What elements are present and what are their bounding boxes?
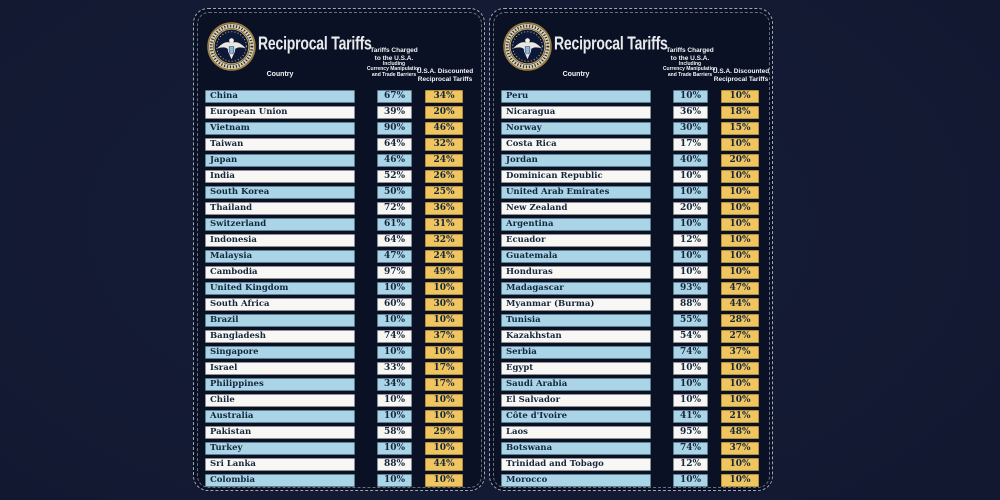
country-cell: European Union [205, 106, 355, 119]
table-row [490, 410, 772, 426]
charged-tariff-cell: 52% [377, 170, 412, 183]
discounted-tariff-cell: 18% [721, 106, 759, 119]
discounted-tariff-cell: 27% [721, 330, 759, 343]
discounted-tariff-cell: 10% [721, 170, 759, 183]
table-row [194, 186, 484, 202]
discounted-tariff-cell: 44% [425, 458, 463, 471]
charged-header-line: Tariffs Charged [370, 47, 418, 54]
charged-tariff-cell: 10% [377, 474, 412, 487]
charged-tariff-cell: 64% [377, 234, 412, 247]
table-row [194, 266, 484, 282]
country-cell: Côte d'Ivoire [501, 410, 651, 423]
table-row [194, 170, 484, 186]
charged-tariff-cell: 93% [673, 282, 708, 295]
country-cell: Turkey [205, 442, 355, 455]
country-cell: Philippines [205, 378, 355, 391]
column-header-discounted [406, 68, 484, 83]
charged-tariff-cell: 10% [673, 266, 708, 279]
discounted-tariff-cell: 10% [425, 442, 463, 455]
charged-tariff-cell: 58% [377, 426, 412, 439]
charged-tariff-cell: 88% [673, 298, 708, 311]
discounted-header-line: Reciprocal Tariffs [713, 75, 769, 83]
discounted-tariff-cell: 21% [721, 410, 759, 423]
charged-tariff-cell: 39% [377, 106, 412, 119]
country-cell: Bangladesh [205, 330, 355, 343]
discounted-tariff-cell: 10% [425, 346, 463, 359]
country-cell: Thailand [205, 202, 355, 215]
presidential-seal-icon [503, 22, 552, 71]
discounted-tariff-cell: 10% [721, 90, 759, 103]
country-cell: Tunisia [501, 314, 651, 327]
charged-tariff-cell: 10% [673, 394, 708, 407]
discounted-tariff-cell: 37% [721, 346, 759, 359]
table-row [194, 330, 484, 346]
charged-header-subline: Including [382, 61, 406, 67]
charged-tariff-cell: 33% [377, 362, 412, 375]
country-cell: Singapore [205, 346, 355, 359]
table-row [194, 202, 484, 218]
board-title: Reciprocal Tariffs [258, 32, 372, 54]
country-cell: China [205, 90, 355, 103]
charged-header-subline: Currency Manipulation [366, 66, 422, 73]
charged-tariff-cell: 10% [377, 394, 412, 407]
charged-tariff-cell: 10% [377, 314, 412, 327]
table-row [490, 266, 772, 282]
charged-tariff-cell: 12% [673, 458, 708, 471]
discounted-tariff-cell: 17% [425, 362, 463, 375]
charged-tariff-cell: 10% [673, 378, 708, 391]
table-row [194, 298, 484, 314]
discounted-tariff-cell: 47% [721, 282, 759, 295]
discounted-tariff-cell: 10% [721, 474, 759, 487]
discounted-tariff-cell: 48% [721, 426, 759, 439]
table-row [194, 346, 484, 362]
discounted-tariff-cell: 37% [425, 330, 463, 343]
charged-tariff-cell: 10% [377, 282, 412, 295]
charged-tariff-cell: 12% [673, 234, 708, 247]
discounted-tariff-cell: 49% [425, 266, 463, 279]
table-row [490, 234, 772, 250]
table-row [194, 282, 484, 298]
country-cell: Serbia [501, 346, 651, 359]
table-row [490, 138, 772, 154]
country-cell: Botswana [501, 442, 651, 455]
discounted-tariff-cell: 32% [425, 138, 463, 151]
table-row [490, 426, 772, 442]
discounted-tariff-cell: 10% [721, 234, 759, 247]
charged-tariff-cell: 47% [377, 250, 412, 263]
discounted-tariff-cell: 10% [721, 458, 759, 471]
country-cell: Norway [501, 122, 651, 135]
country-cell: South Korea [205, 186, 355, 199]
charged-tariff-cell: 17% [673, 138, 708, 151]
discounted-tariff-cell: 29% [425, 426, 463, 439]
discounted-tariff-cell: 10% [425, 474, 463, 487]
country-cell: Indonesia [205, 234, 355, 247]
board-title: Reciprocal Tariffs [554, 32, 668, 54]
table-row [194, 474, 484, 490]
discounted-tariff-cell: 10% [721, 138, 759, 151]
table-row [490, 362, 772, 378]
table-row [490, 346, 772, 362]
charged-tariff-cell: 60% [377, 298, 412, 311]
discounted-tariff-cell: 24% [425, 250, 463, 263]
country-cell: Chile [205, 394, 355, 407]
table-row [490, 474, 772, 490]
charged-tariff-cell: 10% [673, 186, 708, 199]
charged-tariff-cell: 10% [673, 250, 708, 263]
table-row [490, 154, 772, 170]
tariff-table [490, 90, 772, 492]
charged-tariff-cell: 54% [673, 330, 708, 343]
charged-tariff-cell: 95% [673, 426, 708, 439]
charged-tariff-cell: 90% [377, 122, 412, 135]
tariff-board-right [489, 8, 773, 491]
charged-tariff-cell: 74% [377, 330, 412, 343]
column-header-country: Country [266, 71, 294, 78]
country-cell: Japan [205, 154, 355, 167]
country-cell: South Africa [205, 298, 355, 311]
charged-tariff-cell: 10% [673, 90, 708, 103]
charged-tariff-cell: 88% [377, 458, 412, 471]
table-row [490, 458, 772, 474]
column-header-discounted [702, 68, 780, 83]
country-cell: Taiwan [205, 138, 355, 151]
column-header-country: Country [562, 71, 590, 78]
charged-tariff-cell: 97% [377, 266, 412, 279]
table-row [490, 442, 772, 458]
discounted-tariff-cell: 10% [721, 202, 759, 215]
country-cell: Cambodia [205, 266, 355, 279]
charged-tariff-cell: 55% [673, 314, 708, 327]
charged-tariff-cell: 36% [673, 106, 708, 119]
table-row [194, 106, 484, 122]
country-cell: New Zealand [501, 202, 651, 215]
country-cell: Vietnam [205, 122, 355, 135]
discounted-tariff-cell: 34% [425, 90, 463, 103]
country-cell: Sri Lanka [205, 458, 355, 471]
charged-header-subline: Currency Manipulation [662, 66, 718, 73]
country-cell: Argentina [501, 218, 651, 231]
table-row [194, 458, 484, 474]
charged-tariff-cell: 50% [377, 186, 412, 199]
country-cell: El Salvador [501, 394, 651, 407]
discounted-tariff-cell: 10% [721, 250, 759, 263]
discounted-tariff-cell: 36% [425, 202, 463, 215]
charged-tariff-cell: 72% [377, 202, 412, 215]
table-row [490, 90, 772, 106]
discounted-tariff-cell: 10% [425, 410, 463, 423]
discounted-tariff-cell: 10% [721, 186, 759, 199]
discounted-tariff-cell: 31% [425, 218, 463, 231]
country-cell: Trinidad and Tobago [501, 458, 651, 471]
country-cell: Jordan [501, 154, 651, 167]
country-cell: Kazakhstan [501, 330, 651, 343]
discounted-tariff-cell: 30% [425, 298, 463, 311]
charged-tariff-cell: 67% [377, 90, 412, 103]
discounted-tariff-cell: 15% [721, 122, 759, 135]
charged-tariff-cell: 61% [377, 218, 412, 231]
table-row [194, 378, 484, 394]
country-cell: Colombia [205, 474, 355, 487]
country-cell: Honduras [501, 266, 651, 279]
charged-tariff-cell: 30% [673, 122, 708, 135]
discounted-tariff-cell: 10% [425, 282, 463, 295]
discounted-tariff-cell: 10% [721, 218, 759, 231]
country-cell: Laos [501, 426, 651, 439]
table-row [490, 106, 772, 122]
country-cell: Costa Rica [501, 138, 651, 151]
country-cell: Switzerland [205, 218, 355, 231]
table-row [194, 394, 484, 410]
country-cell: Egypt [501, 362, 651, 375]
country-cell: Israel [205, 362, 355, 375]
table-row [194, 122, 484, 138]
table-row [194, 218, 484, 234]
discounted-tariff-cell: 46% [425, 122, 463, 135]
charged-header-subline: and Trade Barriers [667, 71, 713, 78]
discounted-header-line: Reciprocal Tariffs [417, 75, 473, 83]
table-row [194, 90, 484, 106]
presidential-seal-icon [207, 22, 256, 71]
discounted-tariff-cell: 28% [721, 314, 759, 327]
country-cell: India [205, 170, 355, 183]
charged-header-subline: and Trade Barriers [371, 71, 417, 78]
country-cell: Pakistan [205, 426, 355, 439]
charged-header-line: to the U.S.A. [374, 54, 414, 62]
table-row [490, 122, 772, 138]
charged-tariff-cell: 41% [673, 410, 708, 423]
charged-tariff-cell: 74% [673, 346, 708, 359]
charged-tariff-cell: 40% [673, 154, 708, 167]
charged-tariff-cell: 74% [673, 442, 708, 455]
charged-tariff-cell: 10% [377, 410, 412, 423]
charged-header-line: to the U.S.A. [670, 54, 710, 62]
country-cell: Madagascar [501, 282, 651, 295]
discounted-tariff-cell: 26% [425, 170, 463, 183]
country-cell: Morocco [501, 474, 651, 487]
table-row [194, 234, 484, 250]
table-row [194, 426, 484, 442]
discounted-tariff-cell: 32% [425, 234, 463, 247]
table-row [490, 186, 772, 202]
discounted-tariff-cell: 10% [425, 394, 463, 407]
country-cell: Guatemala [501, 250, 651, 263]
country-cell: Saudi Arabia [501, 378, 651, 391]
country-cell: Malaysia [205, 250, 355, 263]
discounted-tariff-cell: 20% [425, 106, 463, 119]
discounted-tariff-cell: 20% [721, 154, 759, 167]
table-row [194, 250, 484, 266]
charged-header-subline: Including [678, 61, 702, 67]
discounted-tariff-cell: 25% [425, 186, 463, 199]
discounted-tariff-cell: 10% [425, 314, 463, 327]
discounted-tariff-cell: 44% [721, 298, 759, 311]
table-row [490, 282, 772, 298]
table-row [490, 250, 772, 266]
discounted-tariff-cell: 10% [721, 362, 759, 375]
table-row [490, 330, 772, 346]
charged-header-line: Tariffs Charged [666, 47, 714, 54]
discounted-tariff-cell: 24% [425, 154, 463, 167]
table-row [490, 394, 772, 410]
discounted-header-line: U.S.A. Discounted [416, 68, 474, 75]
table-row [194, 410, 484, 426]
charged-tariff-cell: 10% [673, 218, 708, 231]
table-row [490, 170, 772, 186]
charged-tariff-cell: 10% [673, 170, 708, 183]
discounted-tariff-cell: 17% [425, 378, 463, 391]
charged-tariff-cell: 10% [377, 442, 412, 455]
country-cell: United Kingdom [205, 282, 355, 295]
discounted-header-line: U.S.A. Discounted [712, 68, 770, 75]
table-row [490, 298, 772, 314]
charged-tariff-cell: 46% [377, 154, 412, 167]
country-cell: Nicaragua [501, 106, 651, 119]
charged-tariff-cell: 10% [377, 346, 412, 359]
table-row [490, 378, 772, 394]
table-row [490, 218, 772, 234]
country-cell: Dominican Republic [501, 170, 651, 183]
table-row [490, 314, 772, 330]
tariff-board-left [193, 8, 485, 491]
charged-tariff-cell: 20% [673, 202, 708, 215]
country-cell: Brazil [205, 314, 355, 327]
table-row [194, 154, 484, 170]
discounted-tariff-cell: 37% [721, 442, 759, 455]
country-cell: Peru [501, 90, 651, 103]
charged-tariff-cell: 34% [377, 378, 412, 391]
table-row [194, 362, 484, 378]
discounted-tariff-cell: 10% [721, 394, 759, 407]
country-cell: Myanmar (Burma) [501, 298, 651, 311]
tariff-table [194, 90, 484, 492]
table-row [490, 202, 772, 218]
charged-tariff-cell: 10% [673, 362, 708, 375]
table-row [194, 138, 484, 154]
country-cell: Ecuador [501, 234, 651, 247]
charged-tariff-cell: 64% [377, 138, 412, 151]
discounted-tariff-cell: 10% [721, 378, 759, 391]
country-cell: Australia [205, 410, 355, 423]
charged-tariff-cell: 10% [673, 474, 708, 487]
country-cell: United Arab Emirates [501, 186, 651, 199]
discounted-tariff-cell: 10% [721, 266, 759, 279]
table-row [194, 314, 484, 330]
table-row [194, 442, 484, 458]
